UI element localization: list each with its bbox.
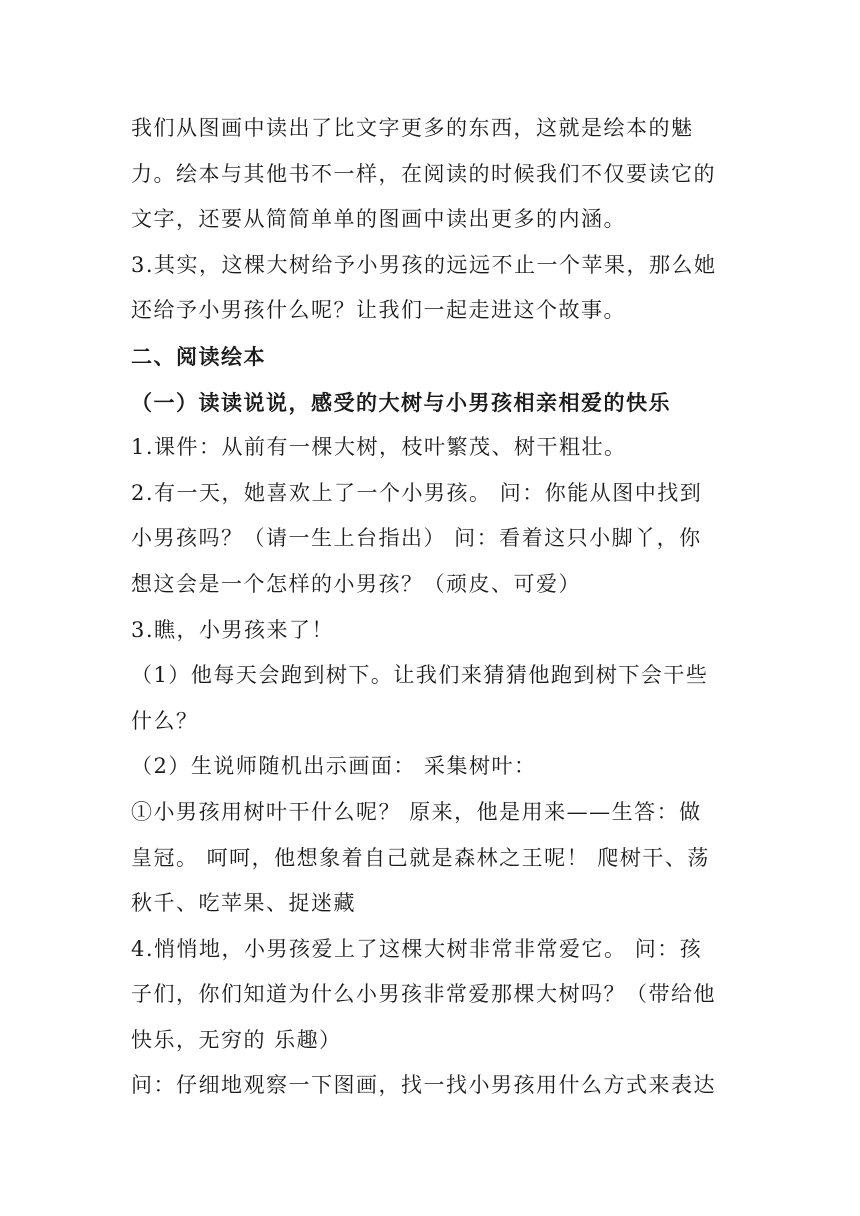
paragraph-line: 皇冠。 呵呵，他想象着自己就是森林之王呢！ 爬树干、荡 — [131, 845, 710, 870]
subsection-heading: （一）读读说说，感受的大树与小男孩相亲相爱的快乐 — [131, 389, 671, 415]
paragraph-line: ①小男孩用树叶干什么呢？ 原来，他是用来——生答：做 — [131, 799, 702, 824]
paragraph-line: （1）他每天会跑到树下。让我们来猜猜他跑到树下会干些 — [131, 663, 709, 688]
paragraph-line: 问：仔细地观察一下图画，找一找小男孩用什么方式来表达 — [131, 1073, 716, 1098]
paragraph-line: 3.瞧，小男孩来了！ — [131, 617, 335, 642]
paragraph-line: （2）生说师随机出示画面： 采集树叶： — [131, 754, 537, 779]
paragraph-line: 秋千、吃苹果、捉迷藏 — [131, 891, 356, 916]
paragraph-line: 1.课件：从前有一棵大树，枝叶繁茂、树干粗壮。 — [131, 435, 627, 460]
paragraph-line: 4.悄悄地，小男孩爱上了这棵大树非常非常爱它。 问：孩 — [131, 936, 703, 961]
paragraph-line: 快乐，无穷的 乐趣） — [131, 1027, 342, 1052]
paragraph-line: 我们从图画中读出了比文字更多的东西，这就是绘本的魅 — [131, 116, 694, 140]
document-page — [131, 106, 731, 1109]
section-heading: 二、阅读绘本 — [131, 343, 266, 369]
paragraph-line: 文字，还要从简简单单的图画中读出更多的内涵。 — [131, 207, 626, 232]
paragraph-line: 还给予小男孩什么呢？让我们一起走进这个故事。 — [131, 298, 626, 323]
paragraph-line: 什么？ — [131, 708, 199, 733]
paragraph-line: 小男孩吗？（请一生上台指出） 问：看着这只小脚丫，你 — [131, 526, 702, 551]
paragraph-line: 3.其实，这棵大树给予小男孩的远远不止一个苹果，那么她 — [131, 252, 717, 277]
paragraph-line: 力。绘本与其他书不一样，在阅读的时候我们不仅要读它的 — [131, 161, 716, 186]
paragraph-line: 想这会是一个怎样的小男孩？（顽皮、可爱） — [131, 571, 581, 596]
paragraph-line: 2.有一天，她喜欢上了一个小男孩。 问：你能从图中找到 — [131, 480, 703, 505]
paragraph-line: 子们，你们知道为什么小男孩非常爱那棵大树吗？（带给他 — [131, 982, 716, 1007]
